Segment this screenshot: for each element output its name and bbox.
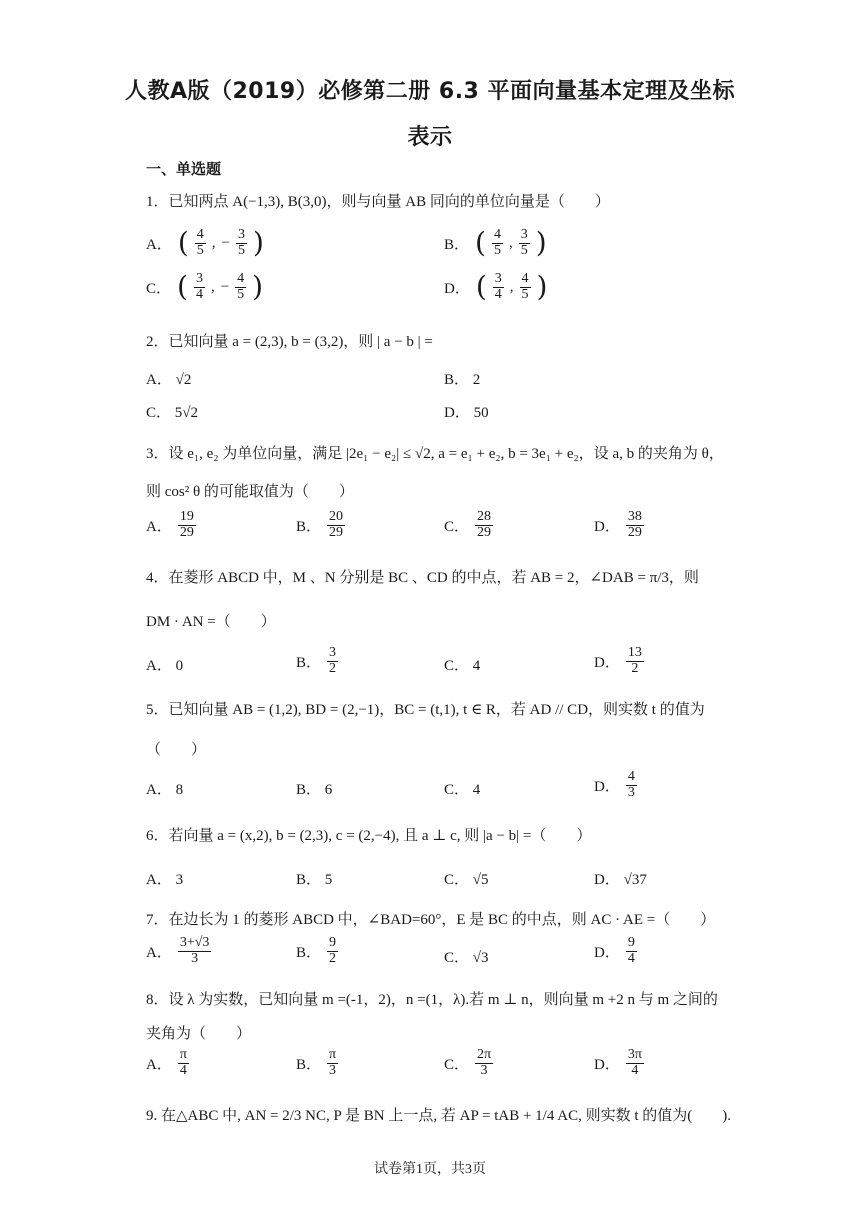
question-7-option-d: D． $\frac{9}{4}$ — [594, 935, 635, 966]
question-1-option-b: B． ( $\frac{4}{5}$ , $\frac{3}{5}$ ) — [444, 226, 547, 260]
question-6-stem: 6．若向量 a = (x,2), b = (2,3), c = (2,−4), 且 a ⊥ c, 则 |a − b| =（ ） — [146, 828, 592, 844]
question-8-option-d: D． $\frac{3\pi}{4}$ — [594, 1047, 642, 1078]
question-6-option-c: C． √5 — [444, 872, 489, 888]
question-2-option-a: A． √2 — [146, 372, 192, 388]
question-4-stem-line1: 4．在菱形 ABCD 中，M 、N 分别是 BC 、CD 的中点，若 AB = 2，∠DAB = π/3，则 — [146, 570, 699, 586]
question-7-option-a: A． $\frac{3+√3}{3}$ — [146, 935, 210, 966]
question-5-option-a: A． 8 — [146, 782, 184, 798]
question-4-option-b: B． $\frac{3}{2}$ — [296, 645, 337, 676]
question-2-option-b: B． 2 — [444, 372, 481, 388]
question-9-stem: 9. 在△ABC 中, AN = 2/3 NC, P 是 BN 上一点, 若 AP = tAB + 1/4 AC, 则实数 t 的值为( ). — [146, 1108, 732, 1124]
question-4-option-c: C． 4 — [444, 658, 481, 674]
page-footer: 试卷第1页，共3页 — [374, 1162, 486, 1177]
question-6-option-a: A． 3 — [146, 872, 184, 888]
question-5-option-c: C． 4 — [444, 782, 481, 798]
question-2-option-c: C． 5√2 — [146, 405, 198, 421]
question-3-option-c: C． $\frac{28}{29}$ — [444, 509, 492, 540]
question-2-stem: 2．已知向量 a = (2,3), b = (3,2)，则 | a − b | = — [146, 334, 433, 350]
page-title-line1: 人教A版（2019）必修第二册 6.3 平面向量基本定理及坐标 — [124, 79, 736, 104]
question-1-option-a: A． ( $\frac{4}{5}$ , − $\frac{3}{5}$ ) — [146, 226, 264, 260]
question-6-option-d: D． √37 — [594, 872, 647, 888]
question-4-option-a: A． 0 — [146, 658, 184, 674]
question-5-option-d: D． $\frac{4}{3}$ — [594, 769, 635, 800]
question-4-option-d: D． $\frac{13}{2}$ — [594, 645, 642, 676]
question-1-option-d: D． ( $\frac{3}{4}$ , $\frac{4}{5}$ ) — [444, 270, 548, 304]
section-heading: 一、单选题 — [146, 160, 222, 178]
question-2-option-d: D． 50 — [444, 405, 489, 421]
question-8-option-b: B． $\frac{\pi}{3}$ — [296, 1047, 337, 1078]
question-8-stem-line2: 夹角为（ ） — [146, 1026, 252, 1042]
question-1-option-c: C． ( $\frac{3}{4}$ , − $\frac{4}{5}$ ) — [146, 270, 264, 304]
question-8-stem-line1: 8．设 λ 为实数，已知向量 m =(-1，2)，n =(1，λ).若 m ⊥ n，则向量 m +2 n 与 m 之间的 — [146, 992, 718, 1008]
question-5-stem-line1: 5．已知向量 AB = (1,2), BD = (2,−1)，BC = (t,1), t ∈ R，若 AD // CD，则实数 t 的值为 — [146, 702, 705, 718]
question-8-option-a: A． $\frac{\pi}{4}$ — [146, 1047, 187, 1078]
question-3-option-b: B． $\frac{20}{29}$ — [296, 509, 344, 540]
question-7-option-b: B． $\frac{9}{2}$ — [296, 935, 337, 966]
question-1-stem: 1．已知两点 A(−1,3), B(3,0)，则与向量 AB 同向的单位向量是（ ） — [146, 194, 610, 210]
question-8-option-c: C． $\frac{2\pi}{3}$ — [444, 1047, 492, 1078]
question-3-option-d: D． $\frac{38}{29}$ — [594, 509, 642, 540]
question-3-stem-line1: 3．设 e₁, e₂ 为单位向量，满足 |2e₁ − e₂| ≤ √2, a = e₁ + e₂, b = 3e₁ + e₂，设 a, b 的夹角为 θ， — [146, 446, 724, 462]
question-5-option-b: B． 6 — [296, 782, 333, 798]
question-6-option-b: B． 5 — [296, 872, 333, 888]
question-7-stem: 7．在边长为 1 的菱形 ABCD 中，∠BAD=60°，E 是 BC 的中点，则 AC · AE =（ ） — [146, 912, 716, 928]
page-title-line2: 表示 — [407, 125, 453, 150]
question-3-stem-line2: 则 cos² θ 的可能取值为（ ） — [146, 484, 354, 500]
question-5-stem-line2: （ ） — [146, 742, 207, 758]
question-4-stem-line2: DM · AN =（ ） — [146, 614, 276, 630]
question-7-option-c: C． √3 — [444, 950, 489, 966]
question-3-option-a: A． $\frac{19}{29}$ — [146, 509, 194, 540]
